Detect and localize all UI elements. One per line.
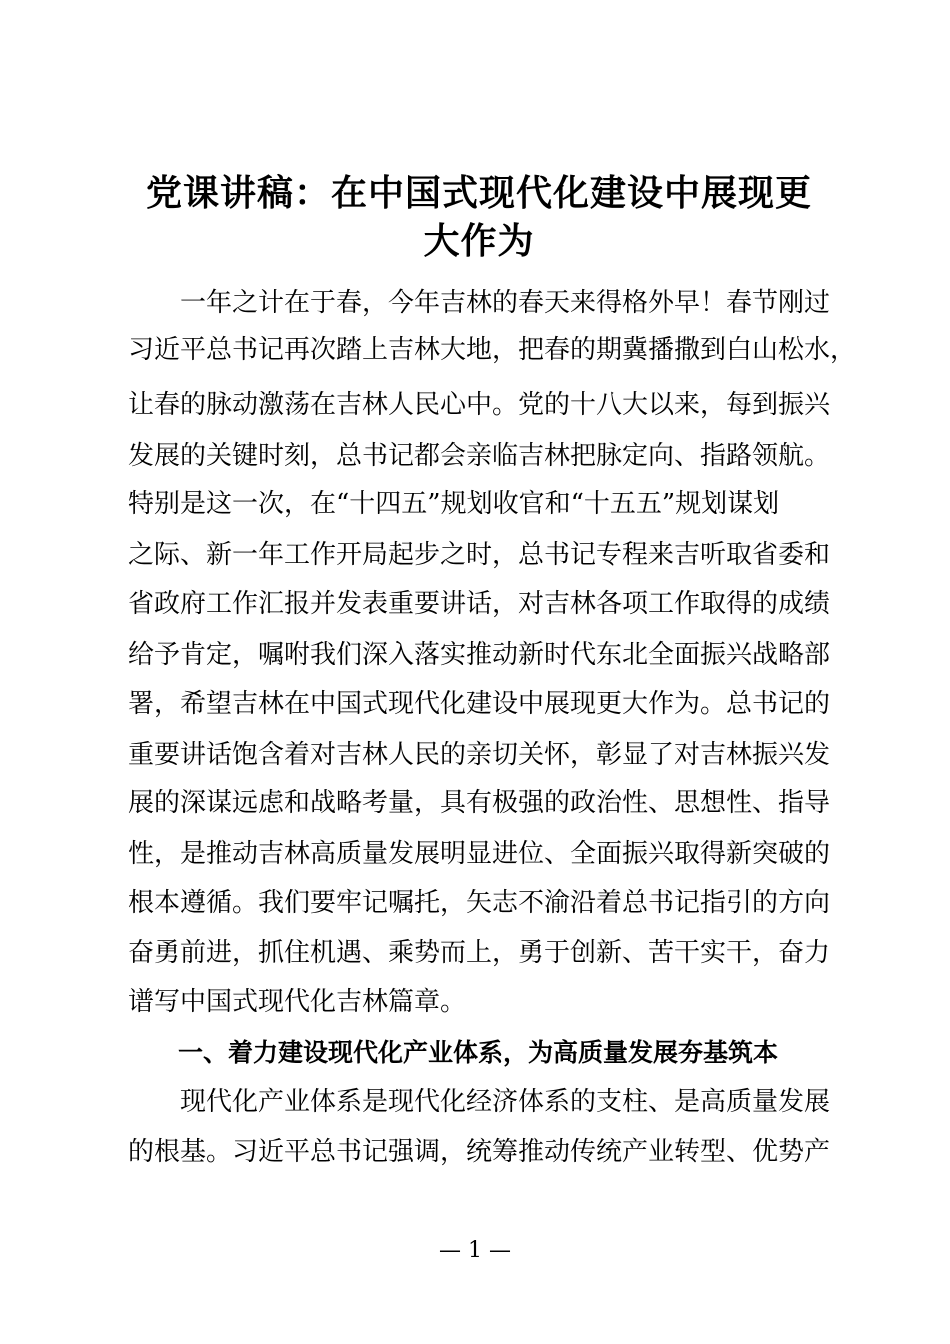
page-title: 党课讲稿：在中国式现代化建设中展现更大作为 bbox=[145, 173, 812, 262]
paragraph-line: 性，是推动吉林高质量发展明显进位、全面振兴取得新突破的 bbox=[128, 839, 831, 869]
paragraph-line: 发展的关键时刻，总书记都会亲临吉林把脉定向、指路领航。 bbox=[128, 441, 831, 471]
paragraph-line: 特别是这一次，在“十四五”规划收官和“十五五”规划谋划 bbox=[128, 489, 780, 519]
paragraph-line: 重要讲话饱含着对吉林人民的亲切关怀，彰显了对吉林振兴发 bbox=[128, 740, 831, 770]
paragraph-line: 让春的脉动激荡在吉林人民心中。党的十八大以来，每到振兴 bbox=[128, 390, 831, 420]
paragraph-line: 一年之计在于春，今年吉林的春天来得格外早！春节刚过 bbox=[180, 288, 831, 318]
paragraph-line: 现代化产业体系是现代化经济体系的支柱、是高质量发展 bbox=[180, 1087, 831, 1117]
paragraph-line: 谱写中国式现代化吉林篇章。 bbox=[128, 987, 467, 1017]
paragraph-line: 奋勇前进，抓住机遇、乘势而上，勇于创新、苦干实干，奋力 bbox=[128, 938, 831, 968]
paragraph-line: 展的深谋远虑和战略考量，具有极强的政治性、思想性、指导 bbox=[128, 788, 831, 818]
page-number: — 1 — bbox=[439, 1238, 511, 1263]
paragraph-line: 之际、新一年工作开局起步之时，总书记专程来吉听取省委和 bbox=[128, 540, 831, 570]
paragraph-line: 的根基。习近平总书记强调，统筹推动传统产业转型、优势产 bbox=[128, 1137, 831, 1167]
paragraph-line: 习近平总书记再次踏上吉林大地，把春的期冀播撒到白山松水， bbox=[128, 335, 857, 365]
paragraph-line: 给予肯定，嘱咐我们深入落实推动新时代东北全面振兴战略部 bbox=[128, 640, 831, 670]
section-heading: 一、着力建设现代化产业体系，为高质量发展夯基筑本 bbox=[178, 1038, 779, 1067]
paragraph-line: 根本遵循。我们要牢记嘱托，矢志不渝沿着总书记指引的方向 bbox=[128, 888, 831, 918]
paragraph-line: 署，希望吉林在中国式现代化建设中展现更大作为。总书记的 bbox=[128, 689, 831, 719]
paragraph-line: 省政府工作汇报并发表重要讲话，对吉林各项工作取得的成绩 bbox=[128, 589, 831, 619]
